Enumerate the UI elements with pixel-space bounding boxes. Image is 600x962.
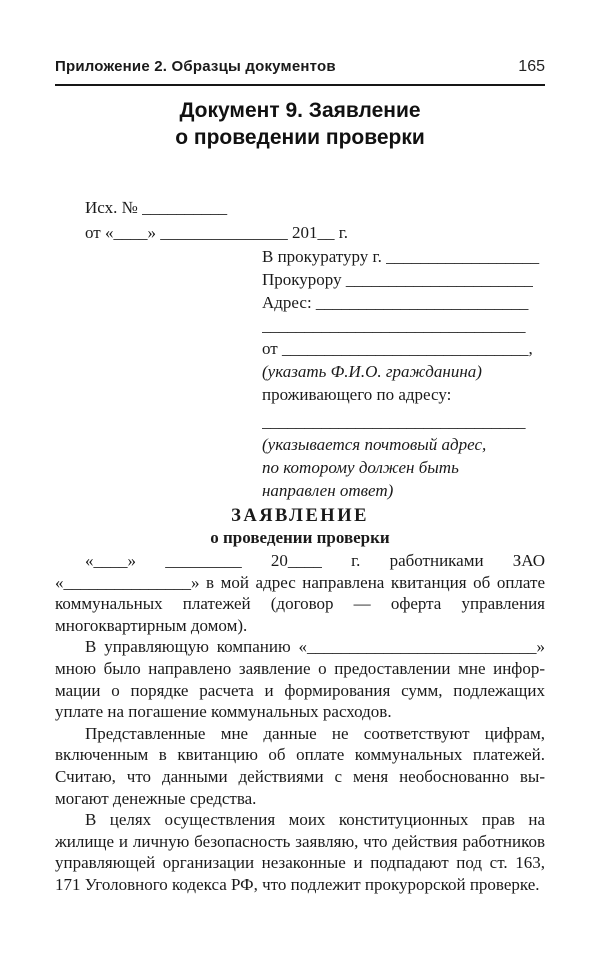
document-title-line1: Документ 9. Заявление (179, 99, 421, 122)
statement-paragraph-1: «____» _________ 20____ г. работниками ЗАО «_______________» в мой адрес направлена квитанция об оплате коммунальных платежей (договор — оферта управления многоквартирным домом). (55, 551, 545, 635)
running-head-section-title: Приложение 2. Образцы документов (55, 58, 336, 75)
outgoing-number-line: Исх. № __________ (85, 198, 228, 217)
applicant-residence-label: проживающего по адресу: (262, 385, 452, 404)
postal-address-caption-line3: направлен ответ) (262, 481, 394, 500)
reference-block (85, 195, 545, 245)
statement-paragraph-4: В целях осуществления моих конституционных прав на жилище и личную безопасность заявляю, что действия работников управляющей организации незаконные и подпадают под ст. 163, 171 Уголовного кодекса РФ, что подлежит прокурорской проверке. (55, 810, 545, 894)
addressee-line-prosecutor-name: Прокурору ______________________ (262, 270, 533, 289)
applicant-line-from: от _____________________________, (262, 339, 533, 358)
addressee-block (262, 245, 545, 502)
postal-address-caption-line2: по которому должен быть (262, 458, 459, 477)
statement-subheading: о проведении проверки (210, 528, 390, 547)
statement-paragraph-2: В управляющую компанию «___________________________» мною было направлено заявление о предоставлении мне информации о порядке расчета и формирования сумм, подлежащих уплате на погашение коммунальных расходов. (55, 637, 545, 722)
document-title (55, 97, 545, 151)
page-number: 165 (518, 58, 545, 75)
document-title-line2: о проведении проверки (175, 126, 425, 149)
postal-address-caption-line1: (указывается почтовый адрес, (262, 435, 487, 454)
addressee-line-address: Адрес: _________________________ (262, 293, 529, 312)
addressee-line-prosecutor-office: В прокуратуру г. __________________ (262, 247, 540, 266)
addressee-line-address-blank: _______________________________ (262, 316, 526, 335)
outgoing-date-line: от «____» _______________ 201__ г. (85, 223, 349, 242)
statement-body (55, 550, 545, 896)
applicant-fio-caption: (указать Ф.И.О. гражданина) (262, 362, 482, 381)
running-head (55, 58, 545, 86)
statement-heading: ЗАЯВЛЕНИЕ (231, 506, 369, 526)
applicant-address-blank: _______________________________ (262, 412, 526, 431)
statement-paragraph-3: Представленные мне данные не соответствуют цифрам, включенным в квитанцию об оплате коммунальных платежей. Считаю, что данными действиями с меня необоснованно вымогают денежные средства. (55, 723, 545, 808)
